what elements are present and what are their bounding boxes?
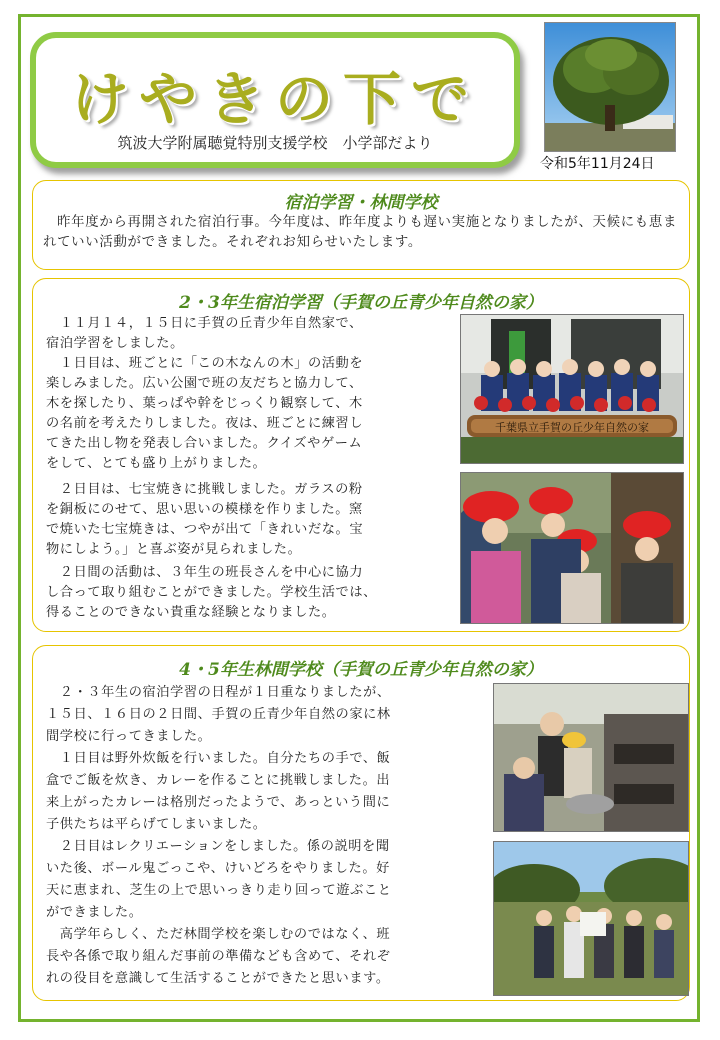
cloisonne-activity-photo <box>460 472 684 624</box>
section1-line: てきた出し物を発表し合いました。クイズやゲーム <box>46 436 363 451</box>
section1-line: ２日目は、七宝焼きに挑戦しました。ガラスの粉 <box>46 482 363 497</box>
section2-line: 間学校に行ってきました。 <box>46 729 212 744</box>
sign-text: 千葉県立手賀の丘少年自然の家 <box>495 421 649 434</box>
section1-line: 物にしよう。」と喜ぶ姿が見られました。 <box>46 542 302 557</box>
section2-line: ができました。 <box>46 905 143 920</box>
section2-line: 高学年らしく、ただ林間学校を楽しむのではなく、班 <box>46 927 391 942</box>
section1-line: し合って取り組むことができました。学校生活では、 <box>46 585 377 600</box>
intro-title: 宿泊学習・林間学校 <box>284 193 438 213</box>
section2-line: 天に恵まれ、芝生の上で思いっきり走り回って遊ぶこと <box>46 883 392 898</box>
section2-title: 4・5年生林間学校（手賀の丘青少年自然の家） <box>179 660 543 680</box>
recreation-photo <box>493 841 689 996</box>
section2-line: 長や各係で取り組んだ事前の準備なども含めて、それぞ <box>46 949 391 964</box>
section2-line: いた後、ボール鬼ごっこや、けいどろをやりました。好 <box>46 861 390 876</box>
section1-line: ２日間の活動は、３年生の班長さんを中心に協力 <box>46 565 364 580</box>
section2-line: ２・３年生の宿泊学習の日程が１日重なりましたが、 <box>46 685 391 700</box>
masthead <box>30 32 520 168</box>
section2-line: １日目は野外炊飯を行いました。自分たちの手で、飯 <box>46 751 391 766</box>
section1-line: １日目は、班ごとに「この木なんの木」の活動を <box>46 356 364 371</box>
section2-line: 盒でご飯を炊き、カレーを作ることに挑戦しました。出 <box>46 773 391 788</box>
intro-section <box>32 180 690 270</box>
section1-line: 得ることのできない貴重な経験となりました。 <box>46 605 336 620</box>
section2-line: 来上がったカレーは格別だったようで、あっという間に <box>46 795 391 810</box>
section1-line: を銅板にのせて、思い思いの模様を作りました。窯 <box>46 502 363 517</box>
keyaki-tree-photo <box>544 22 676 152</box>
section2-line: 子供たちは平らげてしまいました。 <box>46 817 267 832</box>
section2-line: れの役目を意識して生活することができたと思います。 <box>46 971 390 986</box>
section1-line: をして、とても盛り上がりました。 <box>46 456 267 471</box>
section1-line: 宿泊学習をしました。 <box>46 336 184 351</box>
issue-date: 令和5年11月24日 <box>540 156 655 172</box>
section1-line: １１月１４，１５日に手賀の丘青少年自然家で、 <box>46 316 363 331</box>
section1-line: の名前を考えたりしました。夜は、班ごとに練習し <box>46 416 364 431</box>
newsletter-title: けやきの下で <box>70 65 479 133</box>
section1-line: 木を探したり、葉っぱや幹をじっくり観察して、木 <box>46 396 363 411</box>
outdoor-cooking-photo <box>493 683 689 832</box>
section1-title: 2・3年生宿泊学習（手賀の丘青少年自然の家） <box>179 293 543 313</box>
section2-line: １５日、１６日の２日間、手賀の丘青少年自然の家に林 <box>46 707 391 722</box>
section2-line: ２日目はレクリエーションをしました。係の説明を聞 <box>46 839 390 854</box>
group-photo-grade-2-3 <box>460 314 684 464</box>
intro-text: 昨年度から再開された宿泊行事。今年度は、昨年度よりも遅い実施となりましたが、天候にも恵まれていい活動ができました。それぞれお知らせいたします。 <box>43 215 678 250</box>
newsletter-subtitle: 筑波大学附属聴覚特別支援学校 小学部だより <box>117 134 433 152</box>
section1-line: 楽しみました。広い公園で班の友だちと協力して、 <box>46 376 363 391</box>
section1-line: で焼いた七宝焼きは、つやが出て「きれいだな。宝 <box>46 522 364 537</box>
